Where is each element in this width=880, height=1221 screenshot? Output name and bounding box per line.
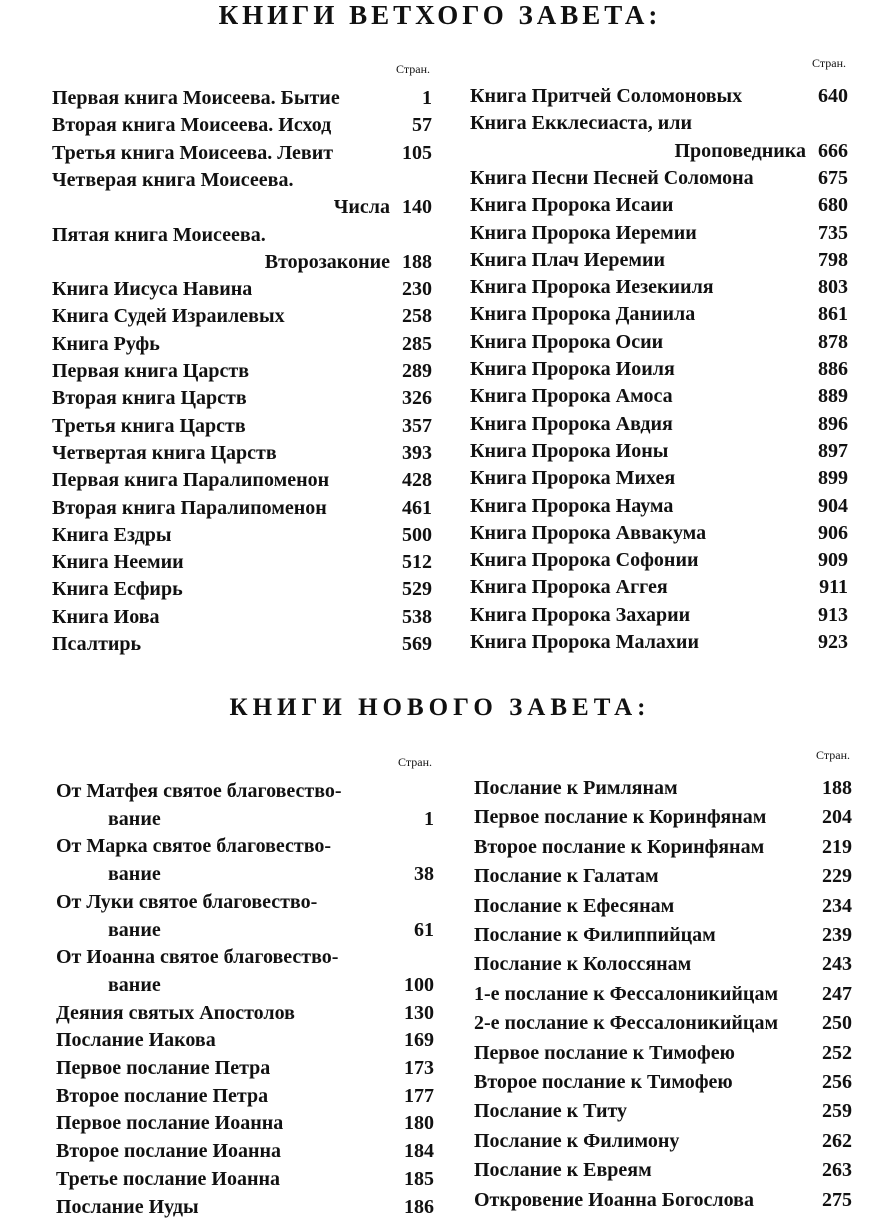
entry-title: Книга Песни Песней Соломона [470,166,754,189]
entry-page-number: 219 [822,835,852,858]
entry-title: Третья книга Царств [52,414,246,437]
entry-page-number: 229 [822,865,852,888]
toc-entry [56,890,434,916]
entry-page-number: 140 [402,196,432,219]
toc-entry [470,494,848,520]
toc-entry [56,1001,434,1027]
entry-title: Четверая книга Моисеева. [52,168,294,191]
entry-page-number: 169 [404,1029,434,1052]
entry-title: Четвертая книга Царств [52,441,277,464]
entry-page-number: 234 [822,894,852,917]
entry-title: Книга Пророка Михея [470,467,676,490]
entry-title: Книга Пророка Даниила [470,303,696,326]
toc-entry [52,550,432,576]
entry-page-number: 878 [818,330,848,353]
entry-title: Первая книга Царств [52,360,250,382]
entry-page-number: 896 [818,412,848,435]
entry-title: Книга Пророка Амоса [470,385,673,408]
toc-entry [56,834,434,860]
entry-page-number: 289 [402,360,432,382]
toc-entry [470,166,848,192]
entry-title: Первая книга Паралипоменон [52,469,330,492]
entry-title: Вторая книга Паралипоменон [52,496,327,519]
entry-title: Откровение Иоанна Богослова [474,1188,754,1211]
toc-entry [470,575,848,601]
entry-title: Вторая книга Моисеева. Исход [52,114,332,137]
toc-entry [470,84,848,110]
toc-entry [52,414,432,440]
toc-entry [52,468,432,494]
toc-entry [470,302,848,328]
toc-entry [474,923,852,949]
toc-entry [470,111,848,137]
page-column-header: Стран. [816,748,850,762]
toc-entry [470,521,848,547]
toc-entry [52,223,432,249]
toc-entry [474,1158,852,1184]
entry-page-number: 38 [414,863,434,886]
entry-title: Книга Пророка Осии [470,330,664,353]
entry-title: Послание к Титу [474,1100,628,1123]
entry-title: Книга Пророка Софонии [470,549,699,572]
entry-title: Книга Руфь [52,332,160,355]
entry-title: От Марка святое благовество- [56,835,332,858]
entry-title: Книга Иисуса Навина [52,278,253,301]
entry-page-number: 250 [822,1012,852,1035]
entry-page-number: 886 [818,358,848,380]
toc-entry [56,1028,434,1054]
entry-title: Первое послание к Коринфянам [474,806,767,829]
toc-entry [52,168,432,194]
toc-entry [474,805,852,831]
toc-entry [470,248,848,274]
toc-entry [470,330,848,356]
entry-title: Первое послание к Тимофею [474,1041,735,1064]
entry-title: Книга Пророка Ионы [470,439,669,462]
toc-entry [474,894,852,920]
entry-page-number: 640 [818,85,848,107]
toc-entry [470,548,848,574]
entry-title: Книга Пророка Авдия [470,412,673,435]
toc-entry [56,973,434,999]
toc-entry [52,250,432,276]
toc-entry [470,275,848,301]
entry-page-number: 461 [402,496,432,519]
entry-page-number: 188 [822,777,852,799]
toc-entry [470,384,848,410]
entry-page-number: 177 [404,1084,434,1107]
toc-entry [474,1041,852,1067]
toc-entry [474,1011,852,1037]
entry-page-number: 500 [402,523,432,546]
entry-title: Второе послание Иоанна [56,1140,282,1163]
entry-title: Книга Неемии [52,551,184,574]
toc-entry [52,632,432,658]
entry-title: От Иоанна святое благовество- [56,946,339,969]
entry-page-number: 889 [818,385,848,408]
entry-title: Послание к Евреям [474,1159,652,1182]
entry-page-number: 904 [818,494,848,517]
entry-page-number: 263 [822,1159,852,1182]
entry-title: Второзаконие [264,250,390,273]
toc-entry [52,277,432,303]
entry-title: Пятая книга Моисеева. [52,223,266,246]
entry-page-number: 230 [402,278,432,301]
entry-title: Послание к Римлянам [474,777,678,799]
entry-title: 2-е послание к Фессалоникийцам [474,1012,779,1035]
page-column-header: Стран. [396,62,430,76]
entry-page-number: 326 [402,387,432,410]
entry-page-number: 906 [818,521,848,544]
toc-entry [52,195,432,221]
entry-title: Послание к Филиппийцам [474,924,716,946]
toc-entry [52,496,432,522]
entry-title: Первая книга Моисеева. Бытие [52,87,340,109]
entry-page-number: 239 [822,924,852,946]
toc-entry [56,945,434,971]
entry-title: Деяния святых Апостолов [56,1001,295,1024]
page-column-header: Стран. [398,755,432,769]
toc-entry [470,139,848,165]
entry-title: От Луки святое благовество- [56,890,318,913]
toc-entry [470,193,848,219]
entry-title: Книга Судей Израилевых [52,305,285,328]
entry-title: вание [108,863,161,886]
page-column-header: Стран. [812,56,846,70]
entry-page-number: 861 [818,303,848,326]
entry-title: Второе послание Петра [56,1084,269,1107]
entry-title: Второе послание к Коринфянам [474,835,765,858]
entry-page-number: 180 [404,1112,434,1135]
entry-page-number: 259 [822,1100,852,1123]
entry-title: Книга Пророка Исаии [470,194,674,217]
entry-title: 1-е послание к Фессалоникийцам [474,982,779,1005]
toc-entry [474,1129,852,1155]
entry-page-number: 130 [404,1001,434,1024]
entry-title: Книга Пророка Малахии [470,631,699,653]
entry-page-number: 185 [404,1167,434,1190]
entry-title: Книга Пророка Аввакума [470,521,707,544]
entry-page-number: 538 [402,605,432,628]
entry-page-number: 100 [404,973,434,996]
toc-entry [470,603,848,629]
entry-page-number: 247 [822,982,852,1005]
toc-entry [474,1070,852,1096]
toc-entry [470,221,848,247]
toc-entry [470,357,848,383]
toc-entry [56,807,434,833]
entry-page-number: 188 [402,250,432,273]
entry-page-number: 285 [402,332,432,355]
entry-page-number: 675 [818,166,848,189]
entry-page-number: 913 [818,603,848,626]
toc-entry [470,630,848,656]
toc-entry [474,1099,852,1125]
toc-entry [470,439,848,465]
entry-page-number: 1 [424,807,434,830]
entry-page-number: 569 [402,633,432,655]
entry-title: Вторая книга Царств [52,387,247,410]
entry-page-number: 204 [822,806,852,829]
toc-entry [474,835,852,861]
entry-title: Первое послание Иоанна [56,1112,284,1135]
entry-page-number: 735 [818,221,848,244]
entry-page-number: 262 [822,1129,852,1152]
entry-title: Псалтирь [52,633,142,655]
entry-title: Первое послание Петра [56,1057,271,1079]
entry-title: Второе послание к Тимофею [474,1071,733,1093]
entry-title: Книга Пророка Иезекииля [470,276,714,299]
toc-entry [56,918,434,944]
new-testament-heading: КНИГИ НОВОГО ЗАВЕТА: [229,694,651,721]
entry-page-number: 186 [404,1195,434,1218]
toc-entry [470,466,848,492]
entry-title: Книга Притчей Соломоновых [470,85,743,107]
toc-entry [52,113,432,139]
entry-title: вание [108,807,161,830]
toc-entry [52,359,432,385]
toc-entry [52,605,432,631]
entry-page-number: 911 [819,576,848,599]
entry-title: Книга Пророка Захарии [470,603,691,626]
entry-page-number: 803 [818,276,848,299]
entry-page-number: 666 [818,139,848,162]
toc-entry [56,1139,434,1165]
toc-entry [52,523,432,549]
entry-page-number: 243 [822,953,852,976]
entry-title: Книга Пророка Аггея [470,576,668,599]
entry-title: Книга Пророка Наума [470,494,674,517]
entry-page-number: 173 [404,1057,434,1079]
toc-entry [474,982,852,1008]
entry-title: вание [108,973,161,996]
entry-title: вание [108,918,161,941]
entry-title: Третье послание Иоанна [56,1167,281,1190]
entry-title: Послание к Ефесянам [474,894,675,917]
entry-page-number: 680 [818,194,848,217]
toc-entry [52,304,432,330]
toc-entry [56,1084,434,1110]
entry-page-number: 184 [404,1140,434,1163]
toc-entry [52,86,432,112]
entry-page-number: 256 [822,1071,852,1093]
entry-title: Книга Иова [52,605,160,628]
toc-entry [56,862,434,888]
entry-title: От Матфея святое благовество- [56,780,342,802]
entry-page-number: 909 [818,549,848,572]
toc-entry [56,1167,434,1193]
entry-page-number: 897 [818,439,848,462]
entry-title: Числа [333,196,390,219]
entry-page-number: 428 [402,469,432,492]
entry-page-number: 357 [402,414,432,437]
toc-entry [52,386,432,412]
entry-page-number: 252 [822,1041,852,1064]
entry-page-number: 57 [412,114,432,137]
entry-page-number: 529 [402,578,432,601]
entry-page-number: 105 [402,141,432,164]
entry-title: Послание к Галатам [474,865,659,888]
toc-entry [474,776,852,802]
entry-title: Книга Плач Иеремии [470,248,665,271]
toc-entry [52,441,432,467]
toc-entry [474,864,852,890]
entry-title: Книга Пророка Иоиля [470,358,675,380]
entry-page-number: 899 [818,467,848,490]
toc-entry [52,141,432,167]
toc-entry [474,952,852,978]
toc-entry [56,1111,434,1137]
entry-page-number: 798 [818,248,848,271]
toc-entry [56,1195,434,1221]
entry-page-number: 275 [822,1188,852,1211]
entry-page-number: 61 [414,918,434,941]
entry-title: Послание к Колоссянам [474,953,692,976]
toc-entry [56,779,434,805]
entry-title: Послание Иуды [56,1195,199,1218]
toc-entry [52,332,432,358]
entry-page-number: 512 [402,551,432,574]
toc-entry [52,577,432,603]
entry-title: Книга Ездры [52,523,172,546]
old-testament-heading: КНИГИ ВЕТХОГО ЗАВЕТА: [218,0,662,30]
entry-title: Третья книга Моисеева. Левит [52,141,334,164]
entry-page-number: 1 [422,87,432,109]
entry-title: Послание к Филимону [474,1129,680,1152]
toc-entry [474,1188,852,1214]
toc-entry [470,412,848,438]
entry-title: Проповедника [674,139,806,162]
entry-title: Книга Екклесиаста, или [470,112,692,135]
toc-entry [56,1056,434,1082]
entry-page-number: 258 [402,305,432,328]
entry-title: Книга Есфирь [52,578,183,601]
entry-title: Послание Иакова [56,1029,216,1052]
entry-title: Книга Пророка Иеремии [470,221,697,244]
entry-page-number: 393 [402,441,432,464]
entry-page-number: 923 [818,631,848,653]
